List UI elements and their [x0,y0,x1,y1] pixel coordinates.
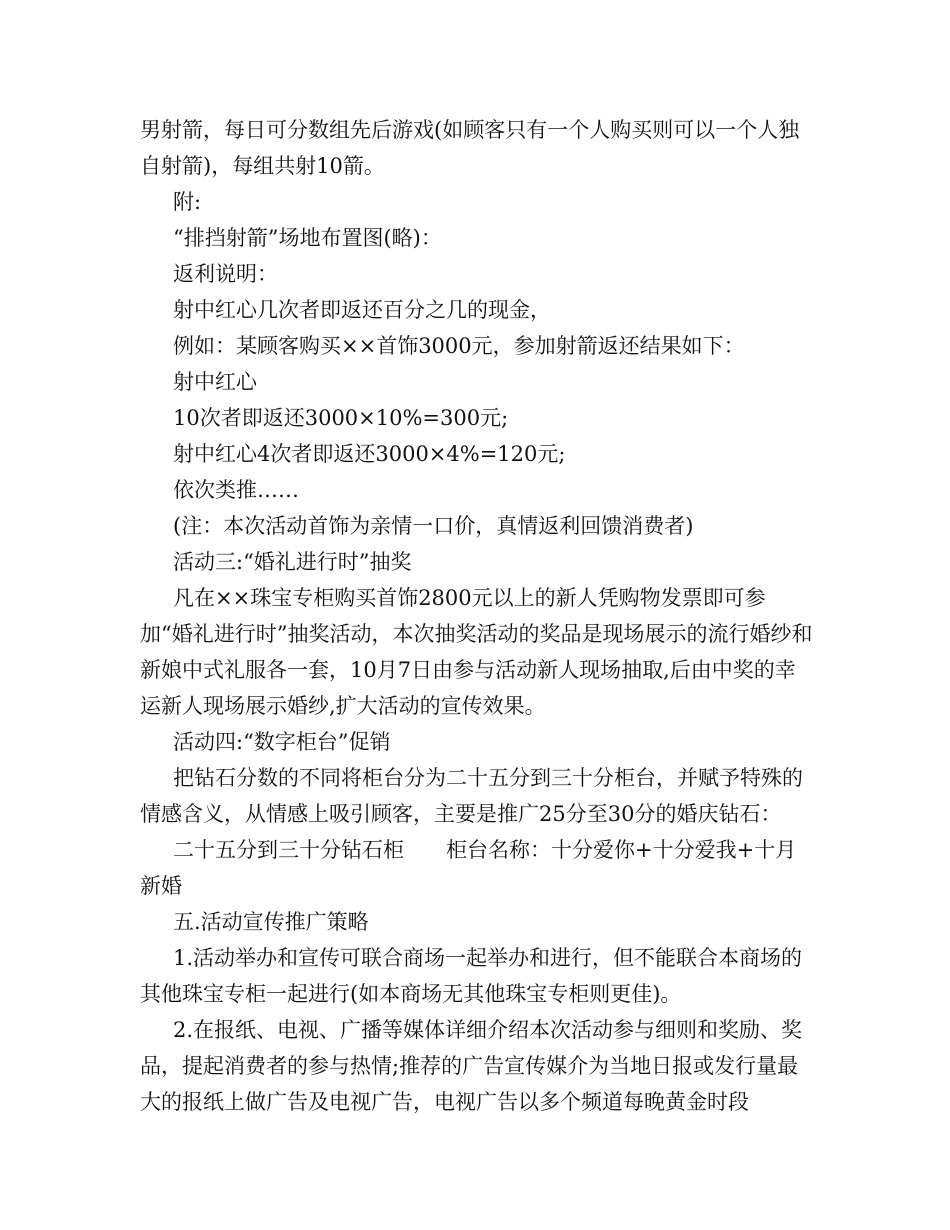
paragraph-digital-counter: 把钻石分数的不同将柜台分为二十五分到三十分柜台，并赋予特殊的情感含义，从情感上吸引顾客，主要是推广25分至30分的婚庆钻石： [140,766,803,826]
paragraph-wedding-lottery: 凡在××珠宝专柜购买首饰2800元以上的新人凭购物发票即可参加“婚礼进行时”抽奖活动，本次抽奖活动的奖品是现场展示的流行婚纱和新娘中式礼服各一套，10月7日由参与活动新人现场抽取,后由中奖的幸运新人现场展示婚纱,扩大活动的宣传效果。 [140,586,813,718]
paragraph-rebate-rule: 射中红心几次者即返还百分之几的现金， [173,298,551,322]
paragraph-and-so-on: 依次类推…… [173,478,299,502]
paragraph-rebate-heading: 返利说明： [173,262,278,286]
paragraph-example: 例如：某顾客购买××首饰3000元，参加射箭返还结果如下： [173,334,745,358]
paragraph-counter-names: 二十五分到三十分钻石柜 柜台名称：十分爱你+十分爱我+十月新婚 [140,838,797,898]
paragraph-ten-hits: 10次者即返还3000×10%=300元; [173,406,509,430]
heading-activity-three: 活动三:“婚礼进行时”抽奖 [173,550,412,574]
paragraph-archery-rules: 男射箭，每日可分数组先后游戏(如顾客只有一个人购买则可以一个人独自射箭)，每组共射10箭。 [140,118,800,178]
heading-section-five: 五.活动宣传推广策略 [173,910,369,934]
heading-activity-four: 活动四:“数字柜台”促销 [173,730,391,754]
paragraph-strategy-two: 2.在报纸、电视、广播等媒体详细介绍本次活动参与细则和奖励、奖品，提起消费者的参与热情;推荐的广告宣传媒介为当地日报或发行量最大的报纸上做广告及电视广告，电视广告以多个频道每晚黄金时段 [140,1018,803,1114]
document-body [140,112,815,1120]
paragraph-four-hits: 射中红心4次者即返还3000×4%=120元; [173,442,566,466]
paragraph-layout-figure: “排挡射箭”场地布置图(略)： [173,226,442,250]
paragraph-appendix: 附: [173,190,202,214]
paragraph-note: (注：本次活动首饰为亲情一口价，真情返利回馈消费者) [173,514,694,538]
paragraph-bullseye: 射中红心 [173,370,257,394]
paragraph-strategy-one: 1.活动举办和宣传可联合商场一起举办和进行，但不能联合本商场的其他珠宝专柜一起进行(如本商场无其他珠宝专柜则更佳)。 [140,946,803,1006]
